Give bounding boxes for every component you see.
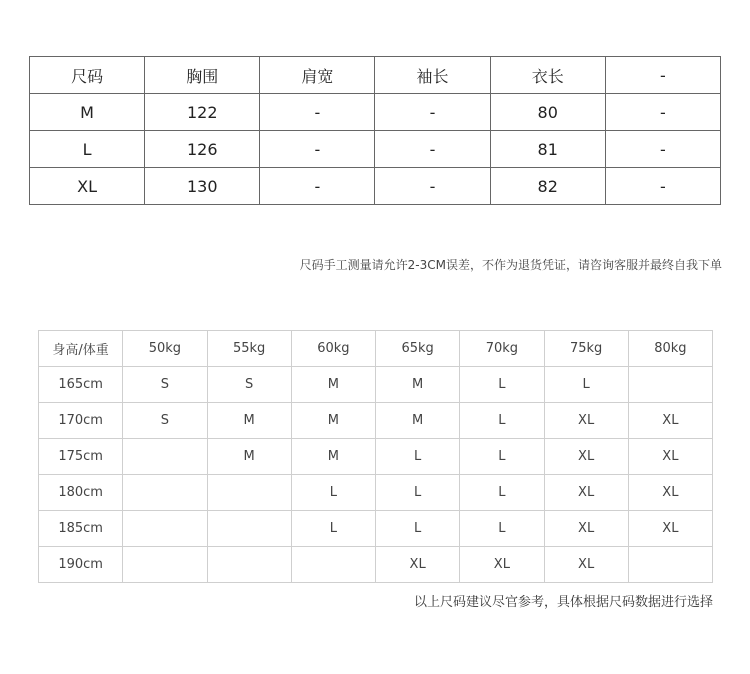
recommendation-note: 以上尺码建议尽官参考，具体根据尺码数据进行选择	[413, 595, 713, 610]
fit-table-cell: S	[207, 367, 291, 403]
fit-table-cell: L	[460, 439, 544, 475]
fit-table-cell: M	[376, 367, 460, 403]
fit-table-cell: 185cm	[39, 511, 123, 547]
size-table-row	[30, 168, 721, 205]
fit-table-cell: 170cm	[39, 403, 123, 439]
fit-table-cell: M	[291, 403, 375, 439]
size-table-cell: -	[605, 94, 720, 131]
fit-table-cell: XL	[460, 547, 544, 583]
fit-table-cell: L	[460, 511, 544, 547]
size-table-cell: 126	[145, 131, 260, 168]
fit-table-row	[39, 475, 713, 511]
size-table-cell: -	[605, 168, 720, 205]
fit-table-cell: L	[376, 511, 460, 547]
fit-table-header-row	[39, 331, 713, 367]
size-table-header-row	[30, 57, 721, 94]
fit-table-cell: M	[291, 439, 375, 475]
size-table-cell: M	[30, 94, 145, 131]
fit-table-cell: 190cm	[39, 547, 123, 583]
fit-table-cell: XL	[628, 511, 712, 547]
fit-table-cell: L	[376, 439, 460, 475]
size-table-cell: 130	[145, 168, 260, 205]
fit-table-header-cell: 80kg	[628, 331, 712, 367]
fit-table-cell: 165cm	[39, 367, 123, 403]
fit-table-cell: L	[291, 475, 375, 511]
fit-table-cell: M	[376, 403, 460, 439]
fit-table-header-cell: 60kg	[291, 331, 375, 367]
size-recommendation-table	[38, 330, 713, 583]
size-table-cell: -	[260, 94, 375, 131]
fit-table-cell: XL	[544, 403, 628, 439]
fit-table-row	[39, 547, 713, 583]
fit-table-cell: M	[207, 439, 291, 475]
fit-table-cell	[291, 547, 375, 583]
fit-table-cell	[123, 511, 207, 547]
fit-table-cell	[123, 547, 207, 583]
fit-table-cell	[628, 367, 712, 403]
fit-table-cell	[123, 439, 207, 475]
fit-table-cell: S	[123, 403, 207, 439]
fit-table-header-cell: 65kg	[376, 331, 460, 367]
size-table-cell: -	[260, 131, 375, 168]
size-table-header-cell: 胸围	[145, 57, 260, 94]
fit-table-cell: XL	[544, 511, 628, 547]
size-table-cell: -	[260, 168, 375, 205]
size-table-header-cell: 袖长	[375, 57, 490, 94]
size-table-cell: 80	[490, 94, 605, 131]
size-table-cell: L	[30, 131, 145, 168]
size-table-cell: -	[375, 131, 490, 168]
size-table-header-cell: 肩宽	[260, 57, 375, 94]
fit-table-cell: L	[460, 475, 544, 511]
fit-table-cell: 175cm	[39, 439, 123, 475]
fit-table-cell	[123, 475, 207, 511]
fit-table-cell	[207, 547, 291, 583]
fit-table-header-cell: 身高/体重	[39, 331, 123, 367]
size-table-row	[30, 131, 721, 168]
size-table-cell: 122	[145, 94, 260, 131]
fit-table-row	[39, 367, 713, 403]
fit-table-cell: M	[207, 403, 291, 439]
size-table-cell: -	[375, 94, 490, 131]
fit-table-cell: XL	[544, 439, 628, 475]
fit-table-cell: XL	[628, 403, 712, 439]
size-table-header-cell: 衣长	[490, 57, 605, 94]
fit-table-row	[39, 439, 713, 475]
measurement-note: 尺码手工测量请允许2-3CM误差，不作为退货凭证，请咨询客服并最终自我下单	[299, 258, 722, 272]
fit-table-header-cell: 70kg	[460, 331, 544, 367]
fit-table-cell	[207, 475, 291, 511]
size-table-cell: XL	[30, 168, 145, 205]
fit-table-cell	[628, 547, 712, 583]
fit-table-row	[39, 403, 713, 439]
fit-table-cell: XL	[376, 547, 460, 583]
fit-table-cell: XL	[628, 439, 712, 475]
fit-table-cell: L	[544, 367, 628, 403]
fit-table-cell: L	[376, 475, 460, 511]
fit-table-header-cell: 55kg	[207, 331, 291, 367]
size-table-header-cell: -	[605, 57, 720, 94]
size-table-cell: -	[375, 168, 490, 205]
fit-table-cell: 180cm	[39, 475, 123, 511]
fit-table-cell: S	[123, 367, 207, 403]
fit-table-cell: XL	[628, 475, 712, 511]
fit-table-cell: L	[291, 511, 375, 547]
size-table-cell: 82	[490, 168, 605, 205]
size-table-cell: 81	[490, 131, 605, 168]
fit-table-cell: L	[460, 367, 544, 403]
fit-table-cell: XL	[544, 547, 628, 583]
size-table-row	[30, 94, 721, 131]
size-table-cell: -	[605, 131, 720, 168]
fit-table-cell: L	[460, 403, 544, 439]
fit-table-header-cell: 50kg	[123, 331, 207, 367]
size-table-header-cell: 尺码	[30, 57, 145, 94]
fit-table-header-cell: 75kg	[544, 331, 628, 367]
fit-table-row	[39, 511, 713, 547]
size-measurement-table	[29, 56, 721, 205]
fit-table-cell	[207, 511, 291, 547]
fit-table-cell: XL	[544, 475, 628, 511]
fit-table-cell: M	[291, 367, 375, 403]
